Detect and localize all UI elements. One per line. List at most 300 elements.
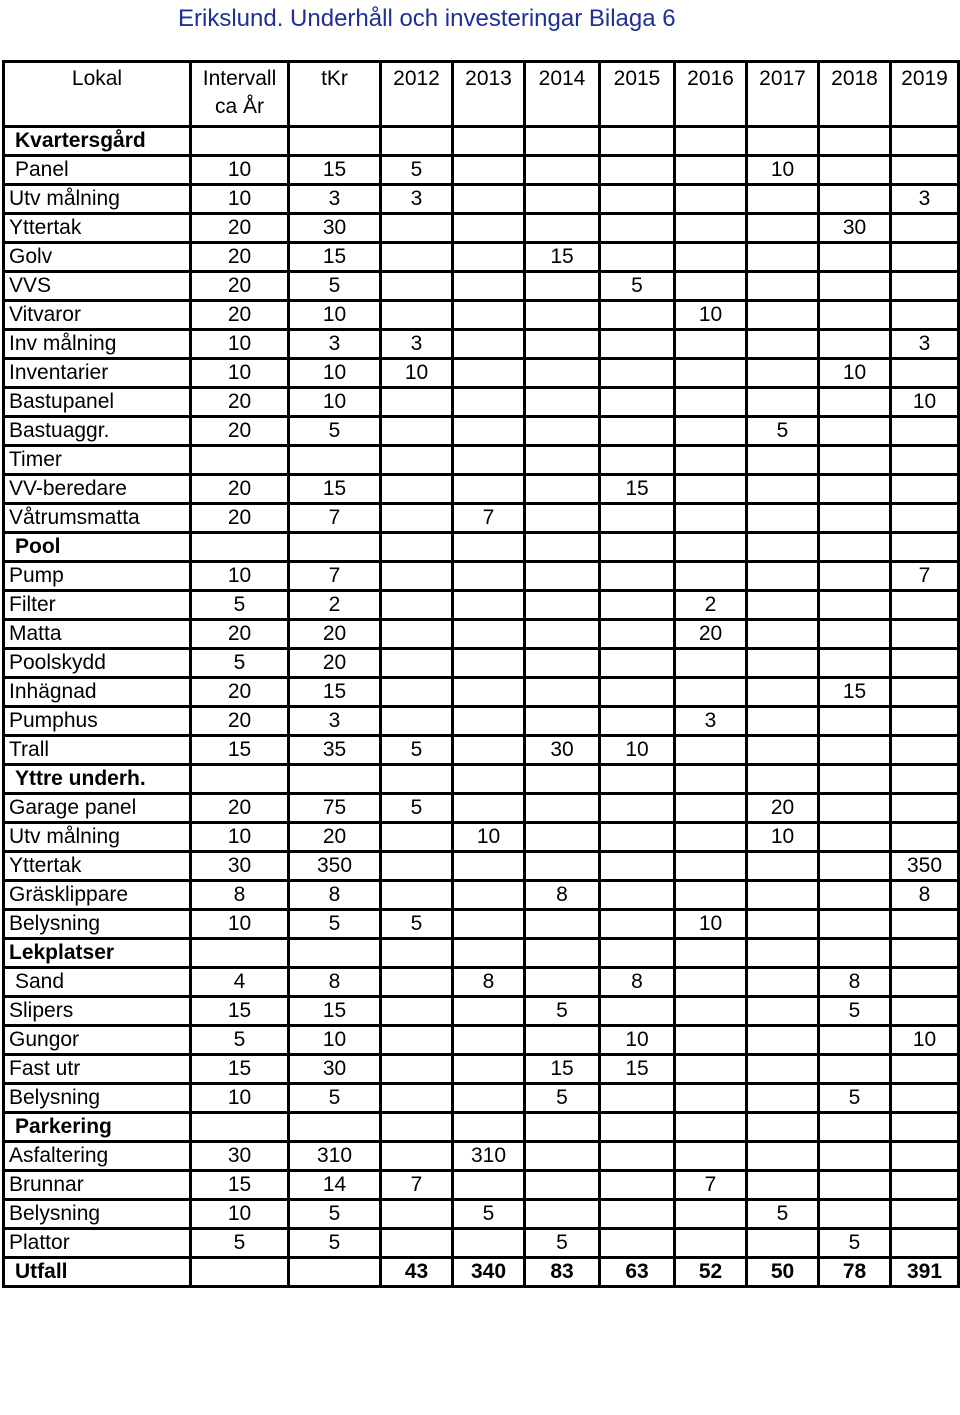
cell-2019 — [891, 475, 959, 504]
cell-2016: 3 — [675, 707, 747, 736]
cell-2019 — [891, 417, 959, 446]
cell-2014: 5 — [525, 1229, 600, 1258]
section-row — [4, 1113, 959, 1142]
cell-2013 — [453, 1229, 525, 1258]
cell-2018: 30 — [819, 214, 891, 243]
cell-2017 — [747, 330, 819, 359]
row-label: Garage panel — [4, 794, 191, 823]
table-body — [4, 127, 959, 1287]
cell-2014: 15 — [525, 1055, 600, 1084]
row-label: Belysning — [4, 1200, 191, 1229]
cell-2013 — [453, 127, 525, 156]
cell-2014 — [525, 707, 600, 736]
cell-2014 — [525, 1200, 600, 1229]
cell-2013 — [453, 156, 525, 185]
cell-2016: 10 — [675, 301, 747, 330]
row-label: Vitvaror — [4, 301, 191, 330]
cell-2019 — [891, 939, 959, 968]
cell-2019 — [891, 620, 959, 649]
cell-2014 — [525, 620, 600, 649]
cell-2017 — [747, 446, 819, 475]
row-label: Bastuaggr. — [4, 417, 191, 446]
section-row — [4, 127, 959, 156]
cell-2018 — [819, 272, 891, 301]
cell-2019: 8 — [891, 881, 959, 910]
cell-2014 — [525, 446, 600, 475]
cell-2013 — [453, 852, 525, 881]
header-interval — [191, 62, 289, 127]
cell-2016 — [675, 388, 747, 417]
cell-interval: 20 — [191, 678, 289, 707]
cell-2014: 5 — [525, 997, 600, 1026]
row-label: Gungor — [4, 1026, 191, 1055]
table-row — [4, 997, 959, 1026]
cell-2016 — [675, 794, 747, 823]
cell-2015: 5 — [600, 272, 675, 301]
cell-2015 — [600, 214, 675, 243]
cell-2016: 7 — [675, 1171, 747, 1200]
row-label: Inv målning — [4, 330, 191, 359]
cell-tkr: 15 — [289, 678, 381, 707]
cell-interval: 5 — [191, 591, 289, 620]
cell-interval: 15 — [191, 1055, 289, 1084]
table-row — [4, 301, 959, 330]
row-label: Fast utr — [4, 1055, 191, 1084]
cell-interval: 20 — [191, 388, 289, 417]
row-label: Sand — [4, 968, 191, 997]
cell-2017 — [747, 359, 819, 388]
row-label: Inhägnad — [4, 678, 191, 707]
cell-interval — [191, 127, 289, 156]
cell-2017 — [747, 997, 819, 1026]
table-row — [4, 1171, 959, 1200]
cell-interval — [191, 765, 289, 794]
cell-2012 — [381, 1113, 453, 1142]
cell-2013 — [453, 794, 525, 823]
cell-2012 — [381, 127, 453, 156]
cell-2012: 10 — [381, 359, 453, 388]
cell-2014 — [525, 968, 600, 997]
table-row — [4, 823, 959, 852]
cell-2013 — [453, 910, 525, 939]
cell-2016 — [675, 736, 747, 765]
cell-2015 — [600, 794, 675, 823]
cell-2014: 30 — [525, 736, 600, 765]
cell-2016 — [675, 475, 747, 504]
cell-2013 — [453, 765, 525, 794]
cell-2012 — [381, 562, 453, 591]
cell-2012: 43 — [381, 1258, 453, 1287]
cell-interval: 4 — [191, 968, 289, 997]
cell-2019: 391 — [891, 1258, 959, 1287]
cell-2018 — [819, 707, 891, 736]
row-label: Asfaltering — [4, 1142, 191, 1171]
cell-2015 — [600, 417, 675, 446]
cell-2016 — [675, 533, 747, 562]
cell-tkr: 2 — [289, 591, 381, 620]
row-label: Panel — [4, 156, 191, 185]
cell-2016 — [675, 1229, 747, 1258]
cell-2014 — [525, 330, 600, 359]
section-title: Yttre underh. — [4, 765, 191, 794]
cell-2019 — [891, 533, 959, 562]
cell-tkr: 5 — [289, 272, 381, 301]
cell-interval: 30 — [191, 1142, 289, 1171]
cell-2013 — [453, 562, 525, 591]
cell-2013 — [453, 359, 525, 388]
cell-tkr: 5 — [289, 1229, 381, 1258]
cell-2014 — [525, 765, 600, 794]
cell-2012 — [381, 214, 453, 243]
header-year-2014: 2014 — [525, 62, 600, 127]
cell-2016 — [675, 446, 747, 475]
cell-tkr: 20 — [289, 620, 381, 649]
header-row — [4, 62, 959, 127]
cell-tkr: 10 — [289, 301, 381, 330]
cell-2015 — [600, 910, 675, 939]
cell-2013: 7 — [453, 504, 525, 533]
cell-2015 — [600, 939, 675, 968]
cell-2015 — [600, 388, 675, 417]
cell-2017 — [747, 678, 819, 707]
cell-2015 — [600, 707, 675, 736]
cell-2017: 20 — [747, 794, 819, 823]
cell-2013 — [453, 736, 525, 765]
table-row — [4, 156, 959, 185]
header-interval-line1: Intervall — [202, 67, 277, 90]
cell-2018 — [819, 243, 891, 272]
cell-2017 — [747, 388, 819, 417]
cell-tkr: 5 — [289, 1200, 381, 1229]
section-title: Pool — [4, 533, 191, 562]
cell-interval: 5 — [191, 1229, 289, 1258]
cell-2014 — [525, 1142, 600, 1171]
cell-2016 — [675, 1113, 747, 1142]
table-row — [4, 243, 959, 272]
cell-2013 — [453, 1113, 525, 1142]
cell-2012 — [381, 1142, 453, 1171]
cell-interval: 10 — [191, 910, 289, 939]
cell-interval: 10 — [191, 823, 289, 852]
cell-2016 — [675, 823, 747, 852]
cell-2014 — [525, 939, 600, 968]
cell-2015 — [600, 823, 675, 852]
cell-interval: 20 — [191, 620, 289, 649]
cell-2014 — [525, 156, 600, 185]
cell-2014: 5 — [525, 1084, 600, 1113]
cell-2017 — [747, 243, 819, 272]
cell-2015 — [600, 185, 675, 214]
cell-2018 — [819, 156, 891, 185]
cell-2015 — [600, 1113, 675, 1142]
cell-2016 — [675, 968, 747, 997]
cell-2016 — [675, 852, 747, 881]
cell-2012: 5 — [381, 910, 453, 939]
row-label: Timer — [4, 446, 191, 475]
cell-2012 — [381, 475, 453, 504]
cell-2013 — [453, 1171, 525, 1200]
row-label: Belysning — [4, 1084, 191, 1113]
cell-2017 — [747, 533, 819, 562]
cell-2017 — [747, 504, 819, 533]
cell-2013 — [453, 1026, 525, 1055]
cell-2014 — [525, 591, 600, 620]
cell-2019 — [891, 301, 959, 330]
cell-2016 — [675, 1055, 747, 1084]
header-lokal: Lokal — [4, 62, 191, 127]
cell-2013: 8 — [453, 968, 525, 997]
cell-2014 — [525, 504, 600, 533]
row-label: Yttertak — [4, 214, 191, 243]
cell-interval: 8 — [191, 881, 289, 910]
table-row — [4, 591, 959, 620]
cell-2012 — [381, 417, 453, 446]
cell-2012 — [381, 997, 453, 1026]
cell-2012 — [381, 272, 453, 301]
cell-2013 — [453, 620, 525, 649]
cell-2016 — [675, 649, 747, 678]
cell-2016 — [675, 881, 747, 910]
cell-tkr: 15 — [289, 243, 381, 272]
row-label: Belysning — [4, 910, 191, 939]
cell-2014 — [525, 794, 600, 823]
cell-2018 — [819, 794, 891, 823]
cell-2013: 310 — [453, 1142, 525, 1171]
cell-2014 — [525, 823, 600, 852]
cell-2019 — [891, 1113, 959, 1142]
header-year-2018: 2018 — [819, 62, 891, 127]
page-title: Erikslund. Underhåll och investeringar Bilaga 6 — [178, 5, 676, 32]
cell-2016 — [675, 765, 747, 794]
cell-2017 — [747, 1229, 819, 1258]
table-row — [4, 1229, 959, 1258]
cell-2018 — [819, 910, 891, 939]
cell-2015 — [600, 330, 675, 359]
table-row — [4, 562, 959, 591]
cell-2016 — [675, 272, 747, 301]
cell-2019 — [891, 504, 959, 533]
cell-tkr: 20 — [289, 823, 381, 852]
table-row — [4, 968, 959, 997]
cell-2014 — [525, 562, 600, 591]
table-row — [4, 678, 959, 707]
cell-2018 — [819, 330, 891, 359]
cell-2013: 10 — [453, 823, 525, 852]
cell-2013 — [453, 417, 525, 446]
cell-2017: 50 — [747, 1258, 819, 1287]
table-row — [4, 1026, 959, 1055]
cell-2019 — [891, 1171, 959, 1200]
cell-2017 — [747, 649, 819, 678]
cell-2015 — [600, 1142, 675, 1171]
cell-tkr: 350 — [289, 852, 381, 881]
cell-2015: 63 — [600, 1258, 675, 1287]
cell-2018 — [819, 1026, 891, 1055]
cell-2018: 8 — [819, 968, 891, 997]
row-label: Slipers — [4, 997, 191, 1026]
cell-2012: 7 — [381, 1171, 453, 1200]
cell-2016 — [675, 359, 747, 388]
table-row — [4, 330, 959, 359]
cell-interval: 10 — [191, 562, 289, 591]
cell-interval: 20 — [191, 794, 289, 823]
cell-interval: 15 — [191, 736, 289, 765]
cell-2016 — [675, 678, 747, 707]
cell-2019: 3 — [891, 185, 959, 214]
cell-interval: 15 — [191, 1171, 289, 1200]
cell-2017 — [747, 765, 819, 794]
header-year-2016: 2016 — [675, 62, 747, 127]
cell-2016 — [675, 330, 747, 359]
cell-2016 — [675, 214, 747, 243]
row-label: Yttertak — [4, 852, 191, 881]
cell-2016: 2 — [675, 591, 747, 620]
cell-2012 — [381, 1026, 453, 1055]
table-row — [4, 1142, 959, 1171]
cell-2015 — [600, 997, 675, 1026]
cell-interval — [191, 533, 289, 562]
cell-2019 — [891, 127, 959, 156]
header-year-2019: 2019 — [891, 62, 959, 127]
cell-2018 — [819, 1055, 891, 1084]
cell-interval: 10 — [191, 330, 289, 359]
cell-2016 — [675, 156, 747, 185]
cell-2014: 15 — [525, 243, 600, 272]
cell-2013 — [453, 1055, 525, 1084]
cell-tkr: 5 — [289, 1084, 381, 1113]
table-row — [4, 504, 959, 533]
cell-2012 — [381, 968, 453, 997]
cell-interval — [191, 939, 289, 968]
cell-2017 — [747, 620, 819, 649]
table-row — [4, 910, 959, 939]
cell-2017 — [747, 562, 819, 591]
cell-2014 — [525, 359, 600, 388]
cell-2019: 10 — [891, 1026, 959, 1055]
row-label: Pump — [4, 562, 191, 591]
cell-2015 — [600, 359, 675, 388]
cell-2013 — [453, 678, 525, 707]
cell-2013 — [453, 446, 525, 475]
total-row — [4, 1258, 959, 1287]
cell-2019 — [891, 823, 959, 852]
row-label: Gräsklippare — [4, 881, 191, 910]
cell-2013 — [453, 388, 525, 417]
cell-tkr: 75 — [289, 794, 381, 823]
cell-2019 — [891, 243, 959, 272]
cell-2016: 10 — [675, 910, 747, 939]
cell-2019 — [891, 997, 959, 1026]
cell-interval: 10 — [191, 1084, 289, 1113]
header-year-2013: 2013 — [453, 62, 525, 127]
cell-tkr: 10 — [289, 388, 381, 417]
cell-2017 — [747, 1084, 819, 1113]
table-row — [4, 707, 959, 736]
cell-interval — [191, 1113, 289, 1142]
cell-2018: 78 — [819, 1258, 891, 1287]
cell-2015 — [600, 765, 675, 794]
cell-2018 — [819, 185, 891, 214]
cell-2017 — [747, 301, 819, 330]
cell-interval: 20 — [191, 301, 289, 330]
cell-2015 — [600, 301, 675, 330]
cell-2014 — [525, 127, 600, 156]
cell-tkr — [289, 765, 381, 794]
cell-interval: 15 — [191, 997, 289, 1026]
cell-2018: 5 — [819, 1084, 891, 1113]
table-row — [4, 1084, 959, 1113]
cell-2014 — [525, 1026, 600, 1055]
row-label: Utv målning — [4, 185, 191, 214]
cell-2013 — [453, 475, 525, 504]
cell-2012 — [381, 678, 453, 707]
cell-2015 — [600, 1084, 675, 1113]
cell-2015 — [600, 504, 675, 533]
section-title: Parkering — [4, 1113, 191, 1142]
cell-2012 — [381, 881, 453, 910]
cell-2016 — [675, 997, 747, 1026]
cell-2019 — [891, 156, 959, 185]
cell-2015 — [600, 156, 675, 185]
cell-tkr: 15 — [289, 475, 381, 504]
cell-2012: 3 — [381, 330, 453, 359]
cell-2013 — [453, 243, 525, 272]
table-row — [4, 388, 959, 417]
cell-2014 — [525, 301, 600, 330]
cell-2018 — [819, 620, 891, 649]
cell-2014 — [525, 678, 600, 707]
cell-2018: 15 — [819, 678, 891, 707]
cell-tkr — [289, 446, 381, 475]
cell-2018 — [819, 504, 891, 533]
cell-2019 — [891, 910, 959, 939]
header-year-2017: 2017 — [747, 62, 819, 127]
table-row — [4, 417, 959, 446]
cell-2013 — [453, 185, 525, 214]
cell-2019 — [891, 678, 959, 707]
cell-2018: 5 — [819, 997, 891, 1026]
cell-interval — [191, 1258, 289, 1287]
cell-2017 — [747, 707, 819, 736]
cell-2015 — [600, 591, 675, 620]
header-year-2012: 2012 — [381, 62, 453, 127]
cell-2013 — [453, 997, 525, 1026]
cell-2019: 350 — [891, 852, 959, 881]
cell-2013 — [453, 301, 525, 330]
cell-tkr: 10 — [289, 1026, 381, 1055]
cell-2017 — [747, 852, 819, 881]
cell-interval: 20 — [191, 417, 289, 446]
cell-interval: 10 — [191, 156, 289, 185]
cell-2017 — [747, 214, 819, 243]
cell-2012 — [381, 243, 453, 272]
cell-2013 — [453, 214, 525, 243]
cell-interval: 20 — [191, 504, 289, 533]
cell-2015 — [600, 649, 675, 678]
cell-tkr — [289, 533, 381, 562]
cell-2019: 7 — [891, 562, 959, 591]
cell-2019 — [891, 214, 959, 243]
cell-tkr — [289, 1258, 381, 1287]
cell-interval — [191, 446, 289, 475]
cell-2016 — [675, 417, 747, 446]
cell-2013 — [453, 939, 525, 968]
cell-2014 — [525, 649, 600, 678]
cell-2014 — [525, 910, 600, 939]
table-row — [4, 1055, 959, 1084]
cell-2017 — [747, 272, 819, 301]
cell-2019 — [891, 272, 959, 301]
